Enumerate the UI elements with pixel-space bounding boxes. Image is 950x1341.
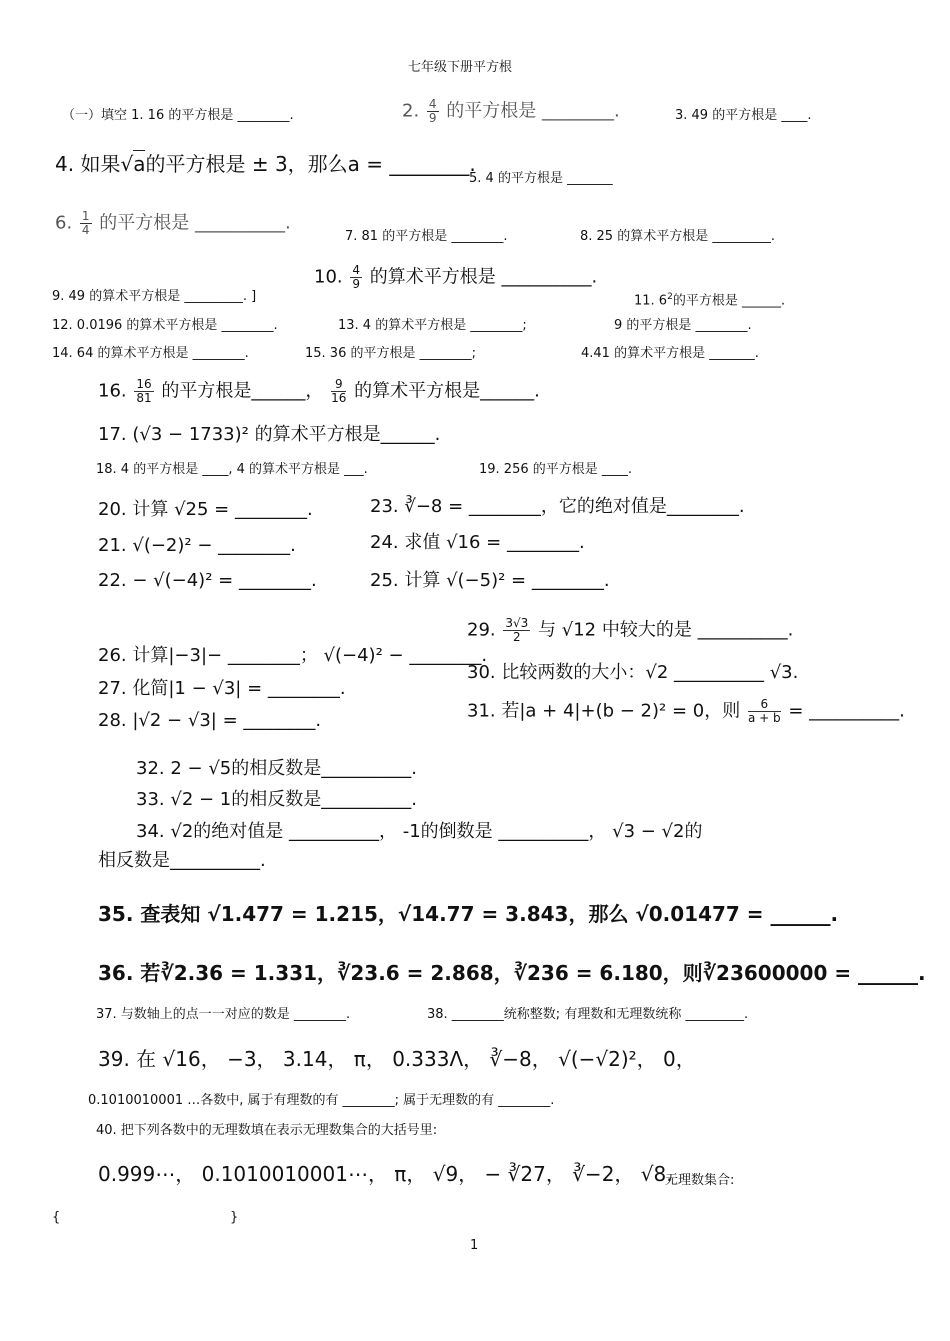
question-15b: 4.41 的算术平方根是 _______.: [581, 346, 759, 361]
question-22: 22. − √(−4)² = ________.: [98, 570, 317, 591]
question-15: 15. 36 的平方根是 ________;: [305, 346, 476, 361]
question-39b: 0.1010010001 …各数中, 属于有理数的有 ________; 属于无理数的有 ________.: [88, 1093, 555, 1108]
question-8: 8. 25 的算术平方根是 _________.: [580, 229, 775, 244]
question-27: 27. 化简|1 − √3| = ________.: [98, 678, 346, 699]
question-4: 4. 如果√a的平方根是 ± 3，那么a = ________.: [55, 152, 476, 176]
fraction: $\frac{3√3}{2}$: [505, 616, 529, 644]
question-39: 39. 在 √16， −3， 3.14， π， 0.333Λ， ∛−8， √(−√2)²， 0，: [98, 1047, 696, 1071]
fraction: $\frac{1}{4}$: [81, 209, 90, 237]
question-40: 40. 把下列各数中的无理数填在表示无理数集合的大括号里:: [96, 1123, 438, 1138]
question-33: 33. √2 − 1的相反数是__________.: [136, 789, 417, 810]
question-40-label: 无理数集合:: [665, 1173, 735, 1188]
question-1: （一）填空 1. 16 的平方根是 ________.: [62, 108, 294, 123]
question-3: 3. 49 的平方根是 ____.: [675, 108, 812, 123]
question-16: 16. $\frac{16}{81}$ 的平方根是______， $\frac{9}{16}$ 的算术平方根是______.: [98, 377, 540, 405]
fraction: $\frac{6}{a + b}$: [747, 697, 781, 725]
fraction: $\frac{4}{9}$: [352, 263, 361, 291]
question-13b: 9 的平方根是 ________.: [614, 318, 752, 333]
question-5: 5. 4 的平方根是 _______: [469, 171, 613, 186]
question-24: 24. 求值 √16 = ________.: [370, 532, 585, 553]
brace-close: }: [230, 1210, 239, 1225]
question-14: 14. 64 的算术平方根是 ________.: [52, 346, 249, 361]
question-35: 35. 查表知 √1.477 = 1.215，√14.77 = 3.843，那么 √0.01477 = ______.: [98, 902, 839, 926]
question-17: 17. (√3 − 1733)² 的算术平方根是______.: [98, 424, 441, 445]
question-19: 19. 256 的平方根是 ____.: [479, 462, 633, 477]
question-29: 29. $\frac{3√3}{2}$ 与 √12 中较大的是 __________.: [467, 616, 794, 644]
question-36: 36. 若∛2.36 = 1.331，∛23.6 = 2.868，∛236 = 6.180，则∛23600000 = ______.: [98, 961, 926, 985]
fraction: $\frac{4}{9}$: [428, 97, 437, 125]
question-10: 10. $\frac{4}{9}$ 的算术平方根是 __________.: [314, 263, 598, 291]
brace-open: {: [52, 1210, 61, 1225]
question-34: 34. √2的绝对值是 __________， -1的倒数是 __________， √3 − √2的: [136, 821, 703, 842]
question-6: 6. $\frac{1}{4}$ 的平方根是 __________.: [55, 209, 291, 237]
question-40-list: 0.999⋯， 0.1010010001⋯， π， √9， − ∛27， ∛−2， √8.: [98, 1162, 673, 1186]
question-38: 38. ________统称整数; 有理数和无理数统称 _________.: [427, 1007, 749, 1022]
question-23: 23. ∛−8 = ________，它的绝对值是________.: [370, 496, 745, 517]
page-number: 1: [470, 1238, 479, 1253]
question-18: 18. 4 的平方根是 ____, 4 的算术平方根是 ___.: [96, 462, 368, 477]
question-32: 32. 2 − √5的相反数是__________.: [136, 758, 417, 779]
question-11: 11. $6^2$的平方根是 ______.: [634, 292, 786, 309]
question-28: 28. |√2 − √3| = ________.: [98, 710, 322, 731]
question-25: 25. 计算 √(−5)² = ________.: [370, 570, 610, 591]
question-13: 13. 4 的算术平方根是 ________;: [338, 318, 527, 333]
question-31: 31. 若|a + 4|+(b − 2)² = 0，则 $\frac{6}{a + b}$ = __________.: [467, 697, 905, 725]
question-2: 2. $\frac{4}{9}$ 的平方根是 ________.: [402, 97, 620, 125]
question-9: 9. 49 的算术平方根是 _________. ]: [52, 289, 257, 304]
question-34b: 相反数是__________.: [98, 850, 266, 871]
page-title: 七年级下册平方根: [408, 60, 513, 75]
fraction: $\frac{9}{16}$: [331, 377, 347, 405]
question-37: 37. 与数轴上的点一一对应的数是 ________.: [96, 1007, 351, 1022]
fraction: $\frac{16}{81}$: [136, 377, 152, 405]
question-26: 26. 计算|−3|− ________； √(−4)² − ________.: [98, 645, 488, 666]
question-20: 20. 计算 √25 = ________.: [98, 499, 313, 520]
question-7: 7. 81 的平方根是 ________.: [345, 229, 508, 244]
question-21: 21. √(−2)² − ________.: [98, 535, 296, 556]
question-12: 12. 0.0196 的算术平方根是 ________.: [52, 318, 278, 333]
question-30: 30. 比较两数的大小：√2 __________ √3.: [467, 662, 799, 683]
